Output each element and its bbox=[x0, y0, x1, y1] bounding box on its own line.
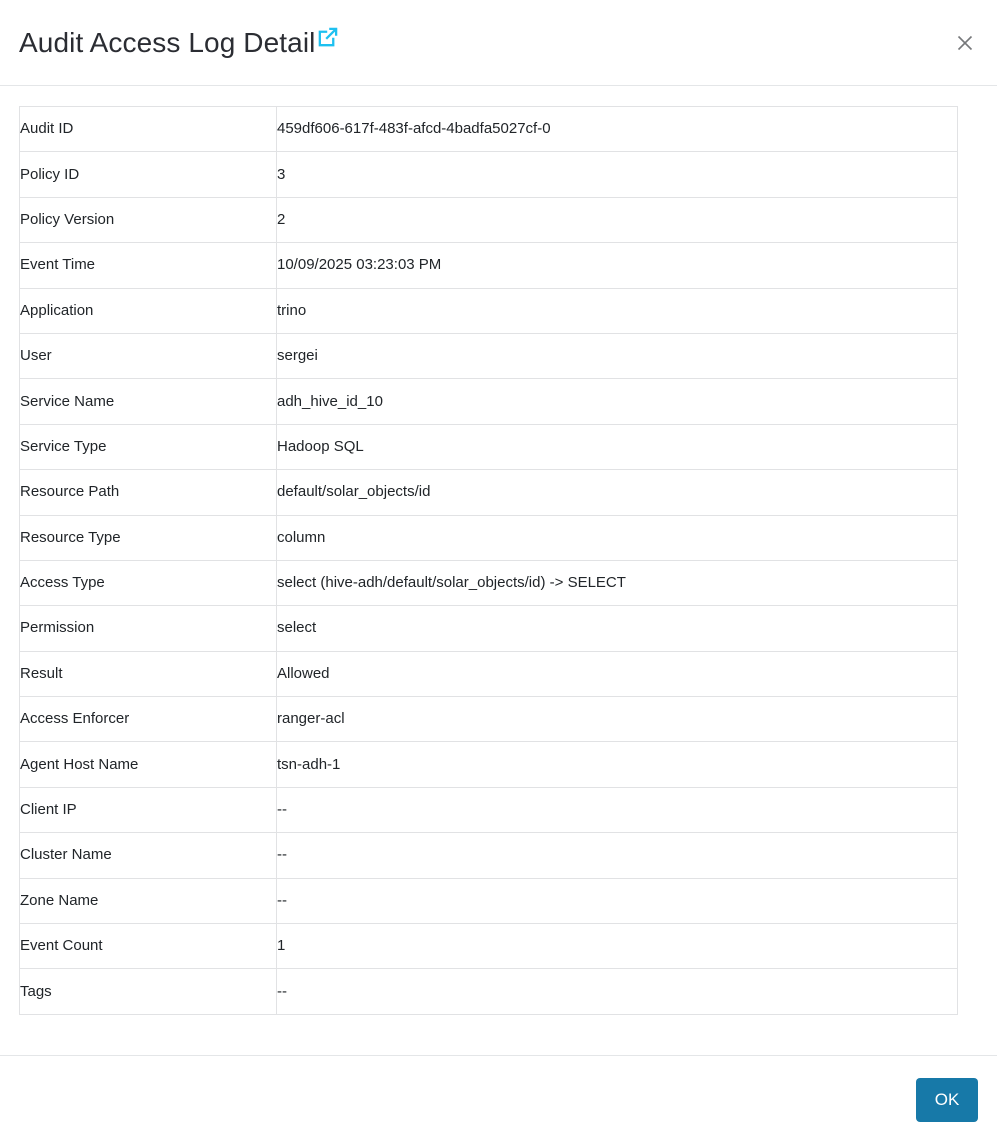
row-label: Access Type bbox=[20, 560, 277, 605]
row-value: trino bbox=[277, 288, 958, 333]
row-value: adh_hive_id_10 bbox=[277, 379, 958, 424]
page-title bbox=[19, 26, 339, 58]
row-value: -- bbox=[277, 833, 958, 878]
table-row bbox=[20, 969, 958, 1014]
table-row bbox=[20, 833, 958, 878]
table-row bbox=[20, 152, 958, 197]
table-row bbox=[20, 697, 958, 742]
row-label: Client IP bbox=[20, 787, 277, 832]
row-value: Allowed bbox=[277, 651, 958, 696]
row-label: Agent Host Name bbox=[20, 742, 277, 787]
table-row bbox=[20, 515, 958, 560]
row-label: Event Time bbox=[20, 243, 277, 288]
row-value: -- bbox=[277, 787, 958, 832]
row-label: Cluster Name bbox=[20, 833, 277, 878]
row-label: Audit ID bbox=[20, 107, 277, 152]
table-row bbox=[20, 379, 958, 424]
row-value: -- bbox=[277, 878, 958, 923]
close-button[interactable] bbox=[949, 27, 981, 59]
row-label: Application bbox=[20, 288, 277, 333]
row-label: User bbox=[20, 333, 277, 378]
table-row bbox=[20, 742, 958, 787]
table-row bbox=[20, 878, 958, 923]
row-label: Access Enforcer bbox=[20, 697, 277, 742]
row-value: 2 bbox=[277, 197, 958, 242]
table-row bbox=[20, 197, 958, 242]
table-row bbox=[20, 606, 958, 651]
row-value: default/solar_objects/id bbox=[277, 470, 958, 515]
row-value: sergei bbox=[277, 333, 958, 378]
row-value: ranger-acl bbox=[277, 697, 958, 742]
table-row bbox=[20, 424, 958, 469]
row-value: tsn-adh-1 bbox=[277, 742, 958, 787]
row-value: 10/09/2025 03:23:03 PM bbox=[277, 243, 958, 288]
row-label: Service Name bbox=[20, 379, 277, 424]
row-value: 1 bbox=[277, 924, 958, 969]
row-value: select bbox=[277, 606, 958, 651]
dialog-body bbox=[0, 86, 997, 1055]
row-label: Zone Name bbox=[20, 878, 277, 923]
table-row bbox=[20, 333, 958, 378]
dialog-header bbox=[0, 0, 997, 86]
table-row bbox=[20, 924, 958, 969]
table-row bbox=[20, 243, 958, 288]
row-label: Policy Version bbox=[20, 197, 277, 242]
row-value: column bbox=[277, 515, 958, 560]
row-label: Tags bbox=[20, 969, 277, 1014]
table-row bbox=[20, 107, 958, 152]
row-value: -- bbox=[277, 969, 958, 1014]
row-value: select (hive-adh/default/solar_objects/id) -> SELECT bbox=[277, 560, 958, 605]
table-row bbox=[20, 470, 958, 515]
ok-button[interactable]: OK bbox=[916, 1078, 978, 1122]
dialog-footer bbox=[0, 1055, 997, 1143]
row-label: Permission bbox=[20, 606, 277, 651]
page-title-text: Audit Access Log Detail bbox=[19, 26, 316, 58]
table-row bbox=[20, 288, 958, 333]
row-label: Service Type bbox=[20, 424, 277, 469]
row-label: Event Count bbox=[20, 924, 277, 969]
table-row bbox=[20, 651, 958, 696]
row-value: 3 bbox=[277, 152, 958, 197]
audit-detail-table-body bbox=[20, 107, 958, 1015]
row-value: Hadoop SQL bbox=[277, 424, 958, 469]
audit-detail-table bbox=[19, 106, 958, 1015]
table-row bbox=[20, 560, 958, 605]
row-label: Resource Path bbox=[20, 470, 277, 515]
row-label: Result bbox=[20, 651, 277, 696]
row-value: 459df606-617f-483f-afcd-4badfa5027cf-0 bbox=[277, 107, 958, 152]
external-link-icon[interactable] bbox=[316, 26, 339, 49]
table-row bbox=[20, 787, 958, 832]
row-label: Policy ID bbox=[20, 152, 277, 197]
row-label: Resource Type bbox=[20, 515, 277, 560]
